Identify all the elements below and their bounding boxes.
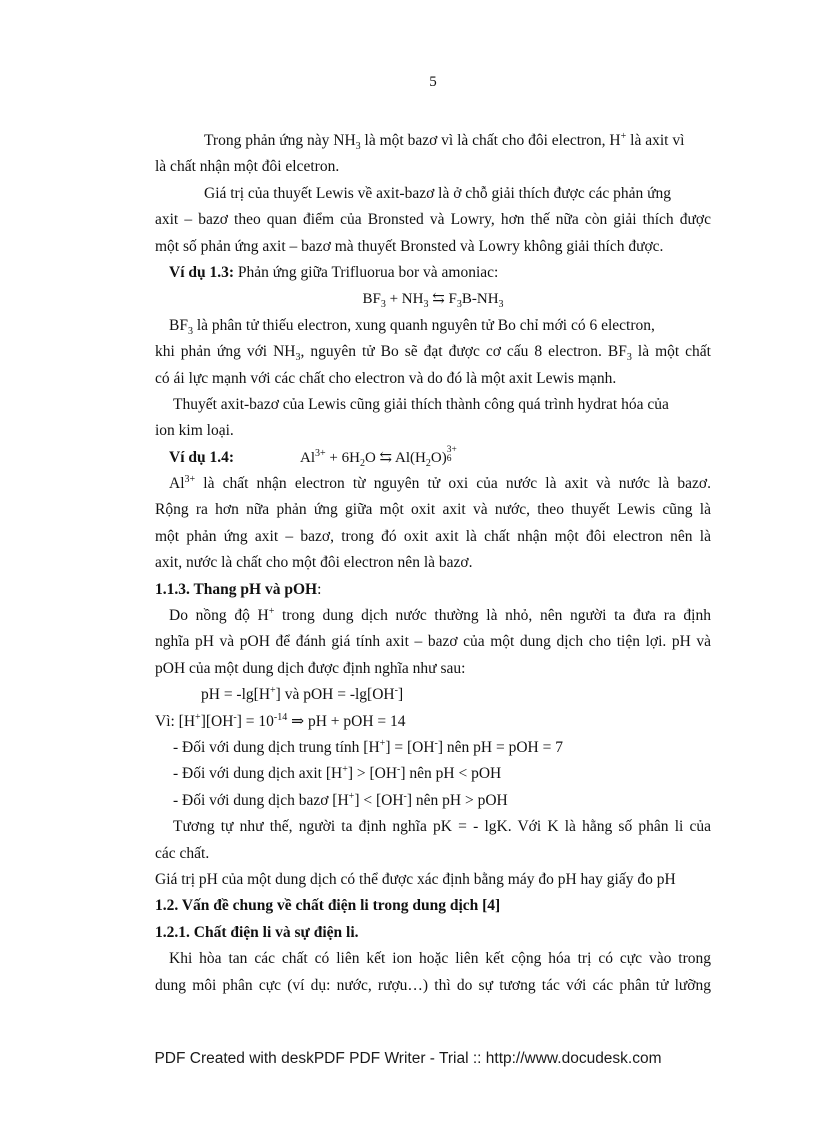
subsection-heading: 1.2.1. Chất điện li và sự điện li.	[155, 923, 359, 941]
paragraph-line: Tương tự như thế, người ta định nghĩa pK = - lgK. Với K là hằng số phân li của	[173, 818, 711, 836]
example-1-4	[155, 445, 711, 471]
paragraph-line: axit – bazơ theo quan điểm của Bronsted và Lowry, hơn thế nữa còn giải thích được	[155, 211, 711, 229]
section-heading: 1.2. Vấn đề chung về chất điện li trong dung dịch [4]	[155, 897, 501, 915]
paragraph-line: ion kim loại.	[155, 422, 234, 440]
paragraph-line: nghĩa pH và pOH để đánh giá tính axit – bazơ của một dung dịch cho tiện lợi. pH và	[155, 633, 711, 651]
reaction-equation: $BF_3 + NH_3$ ⇆ $F_3B-NH_3$	[362, 291, 504, 311]
paragraph-line: có ái lực mạnh với các chất cho electron và do đó là một axit Lewis mạnh.	[155, 369, 617, 387]
bullet-item: - Đối với dung dịch axit [H+] > [OH-] nên pH < pOH	[173, 764, 502, 783]
paragraph-line: một số phản ứng axit – bazơ mà thuyết Bronsted và Lowry không giải thích được.	[155, 237, 664, 255]
equilibrium-arrow-icon: ⇆	[375, 449, 396, 466]
pdf-watermark-footer: PDF Created with deskPDF PDF Writer - Trial :: http://www.docudesk.com	[154, 1050, 662, 1067]
equilibrium-arrow-icon: ⇆	[428, 291, 449, 308]
paragraph-line: $BF_3$ là phân tử thiếu electron, xung quanh nguyên tử Bo chỉ mới có 6 electron,	[169, 316, 655, 337]
reaction-equation: $Al^{3+} + 6H_2O$ ⇆ $Al(H_2O)3+$ 6	[300, 445, 457, 469]
example-1-3: Ví dụ 1.3: Phản ứng giữa Trifluorua bor và amoniac:	[169, 263, 499, 281]
bullet-item: - Đối với dung dịch bazơ [H+] < [OH-] nên pH > pOH	[173, 790, 508, 809]
paragraph-line: Thuyết axit-bazơ của Lewis cũng giải thích thành công quá trình hydrat hóa của	[173, 395, 669, 413]
paragraph-line: $Al^{3+}$ là chất nhận electron từ nguyên tử oxi của nước là axit và nước là bazơ.	[169, 473, 711, 493]
paragraph-line: dung môi phân cực (ví dụ: nước, rượu…) thì do sự tương tác với các phân tử lưỡng	[155, 976, 711, 994]
example-label: Ví dụ 1.3:	[169, 263, 235, 281]
paragraph-line: Rộng ra hơn nữa phản ứng giữa một oxit axit và nước, theo thuyết Lewis cũng là	[155, 501, 711, 519]
paragraph-line: Do nồng độ H+ trong dung dịch nước thường là nhỏ, nên người ta đưa ra định	[169, 605, 711, 625]
section-heading: 1.1.3. Thang pH và pOH:	[155, 580, 322, 598]
formula-ionic-product: Vì: $[H^+][OH^-] = 10^{-14}$ ⇒ pH + pOH = 14	[155, 711, 406, 730]
bullet-item: - Đối với dung dịch trung tính [H+] = [OH-] nên pH = pOH = 7	[173, 737, 563, 756]
paragraph-line: Giá trị pH của một dung dịch có thể được xác định bằng máy đo pH hay giấy đo pH	[155, 870, 676, 888]
paragraph-line: là chất nhận một đôi elcetron.	[155, 158, 340, 176]
page-number: 5	[429, 74, 437, 90]
paragraph-line: Giá trị của thuyết Lewis về axit-bazơ là ở chỗ giải thích được các phản ứng	[204, 184, 672, 202]
paragraph-line: các chất.	[155, 844, 210, 862]
document-body	[155, 128, 711, 999]
paragraph-line: khi phản ứng với $NH_3$, nguyên tử Bo sẽ đạt được cơ cấu 8 electron. $BF_3$ là một chất	[155, 343, 711, 364]
paragraph-line: một phản ứng axit – bazơ, trong đó oxit axit là chất nhận một đôi electron nên là	[155, 527, 711, 545]
paragraph-line: pOH của một dung dịch được định nghĩa như sau:	[155, 659, 466, 677]
paragraph-line: Trong phản ứng này $NH_3$ là một bazơ vì là chất cho đôi electron, H+ là axit vì	[204, 130, 685, 153]
paragraph-line: Khi hòa tan các chất có liên kết ion hoặc liên kết cộng hóa trị có cực vào trong	[169, 950, 711, 968]
paragraph-line: axit, nước là chất cho một đôi electron nên là bazơ.	[155, 554, 473, 572]
formula-ph-definition: pH = -lg[H+] và pOH = -lg[OH-]	[201, 685, 404, 704]
example-label: Ví dụ 1.4:	[169, 448, 235, 466]
